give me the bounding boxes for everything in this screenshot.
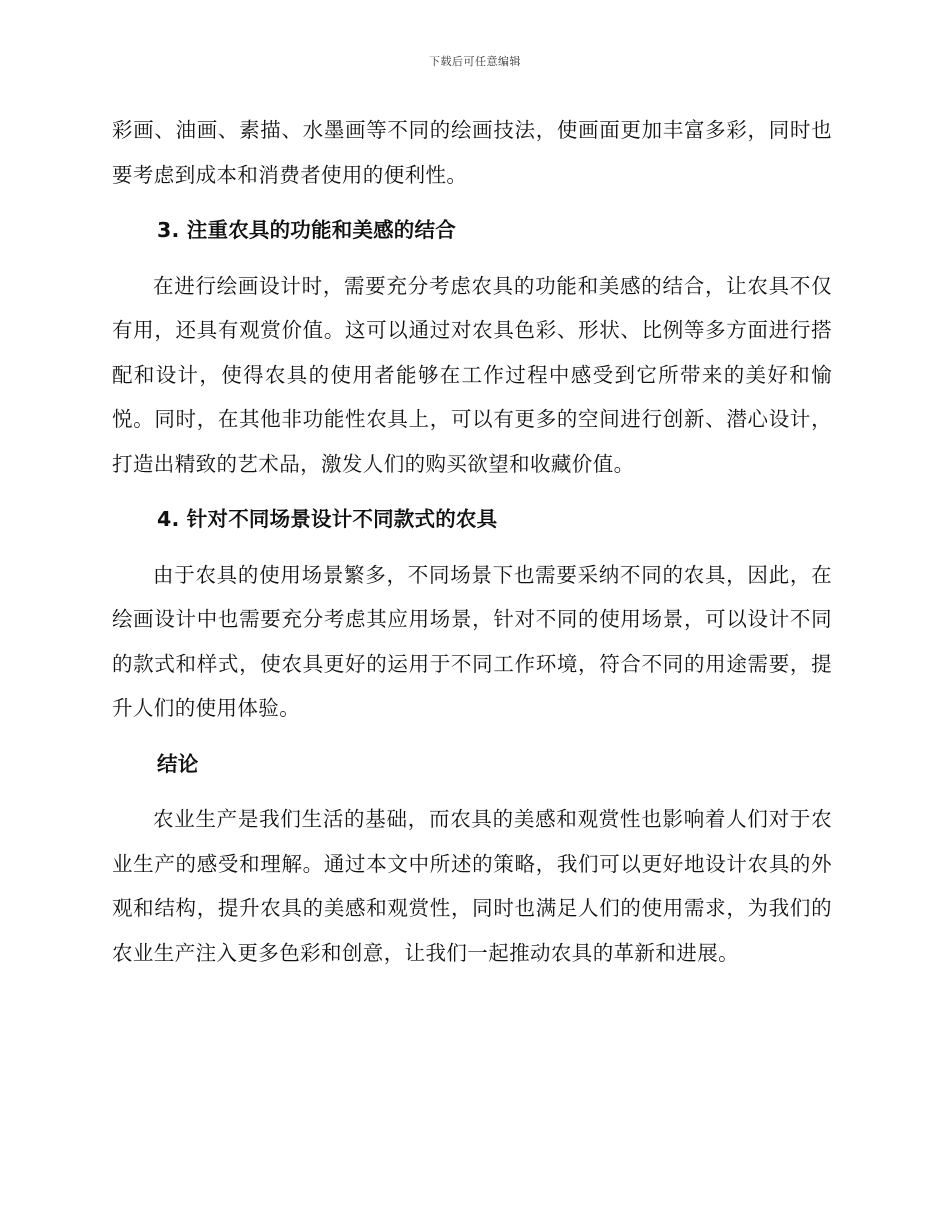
- paragraph-section-3: 在进行绘画设计时，需要充分考虑农具的功能和美感的结合，让农具不仅有用，还具有观赏价值。这可以通过对农具色彩、形状、比例等多方面进行搭配和设计，使得农具的使用者能够在工作过程中感受到它所带来的美好和愉悦。同时，在其他非功能性农具上，可以有更多的空间进行创新、潜心设计，打造出精致的艺术品，激发人们的购买欲望和收藏价值。: [112, 273, 832, 476]
- section-heading-4: 4. 针对不同场景设计不同款式的农具: [157, 507, 498, 531]
- paragraph-conclusion: 农业生产是我们生活的基础，而农具的美感和观赏性也影响着人们对于农业生产的感受和理解。通过本文中所述的策略，我们可以更好地设计农具的外观和结构，提升农具的美感和观赏性，同时也满足人们的使用需求，为我们的农业生产注入更多色彩和创意，让我们一起推动农具的革新和进展。: [112, 807, 832, 965]
- paragraph-continued: 彩画、油画、素描、水墨画等不同的绘画技法，使画面更加丰富多彩，同时也要考虑到成本和消费者使用的便利性。: [112, 118, 832, 187]
- page-header: 下载后可任意编辑: [429, 55, 521, 68]
- section-heading-3: 3. 注重农具的功能和美感的结合: [157, 218, 456, 242]
- document-body: [112, 108, 832, 975]
- conclusion-heading: 结论: [157, 751, 199, 776]
- paragraph-section-4: 由于农具的使用场景繁多，不同场景下也需要采纳不同的农具，因此，在绘画设计中也需要充分考虑其应用场景，针对不同的使用场景，可以设计不同的款式和样式，使农具更好的运用于不同工作环境，符合不同的用途需要，提升人们的使用体验。: [112, 562, 832, 720]
